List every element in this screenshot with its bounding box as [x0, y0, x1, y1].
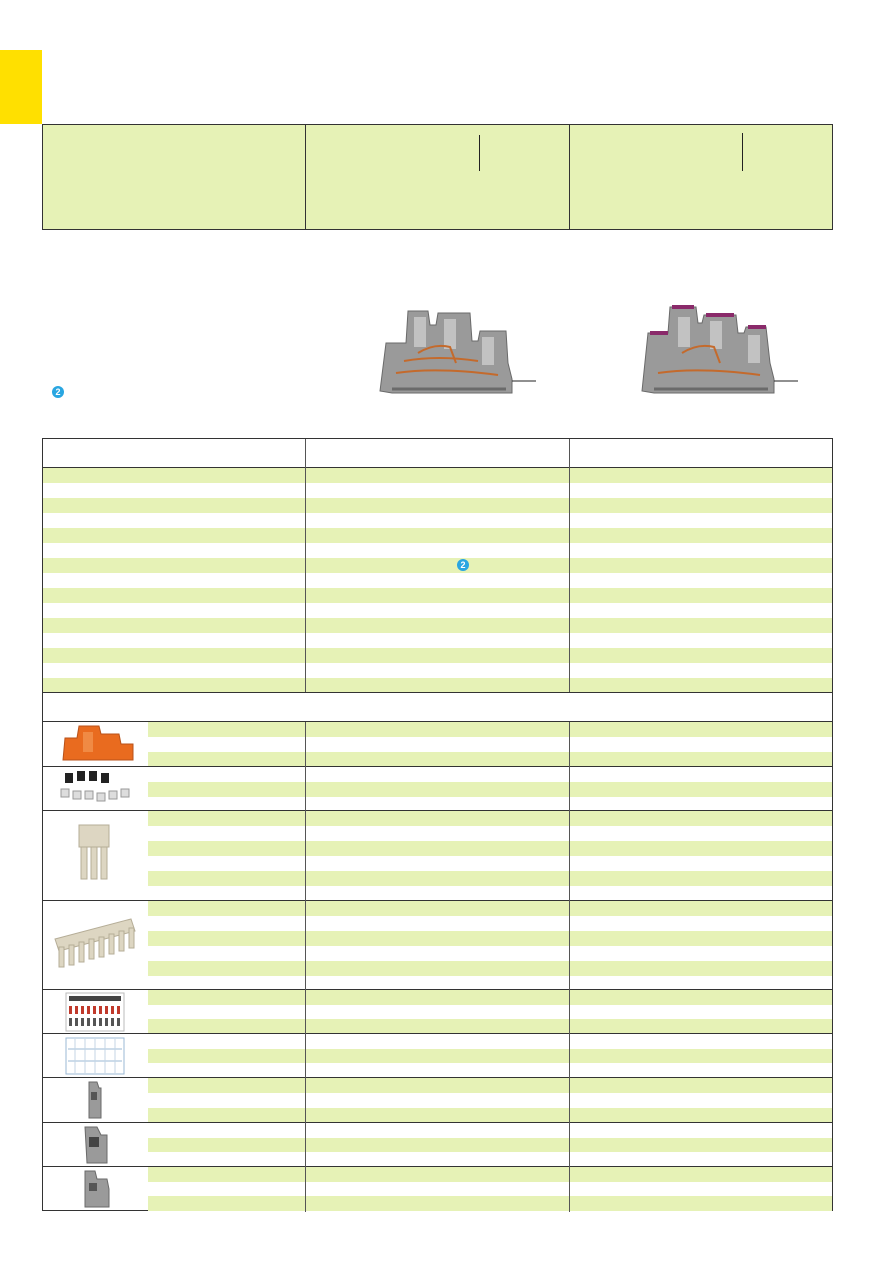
product-image-2 — [640, 303, 806, 399]
header-divider — [305, 125, 306, 229]
multi-way-comb-jumper-icon — [53, 917, 137, 971]
technical-data-table — [42, 438, 833, 1211]
table-row — [148, 886, 832, 901]
orange-end-plate-icon — [59, 724, 137, 762]
accessories-heading-border — [43, 692, 832, 693]
table-row — [148, 782, 832, 797]
table-row — [43, 468, 832, 483]
header-block — [42, 124, 833, 230]
header-divider — [569, 125, 570, 229]
table-row — [148, 990, 832, 1005]
black-and-white-jumper-screws-icon — [55, 769, 139, 807]
column-divider — [569, 722, 570, 1212]
table-row — [148, 1063, 832, 1078]
table-row — [43, 543, 832, 558]
table-row — [148, 1005, 832, 1020]
column-divider — [305, 722, 306, 1212]
table-row — [148, 767, 832, 782]
column-divider — [305, 439, 306, 692]
table-row — [148, 811, 832, 826]
table-row — [148, 916, 832, 931]
table-row — [148, 961, 832, 976]
table-row — [43, 603, 832, 618]
table-row — [148, 1152, 832, 1167]
table-row — [43, 618, 832, 633]
table-row — [43, 678, 832, 693]
table-row — [148, 1138, 832, 1153]
table-row — [148, 1123, 832, 1138]
table-row — [148, 722, 832, 737]
table-row — [43, 513, 832, 528]
table-row — [148, 1182, 832, 1197]
table-row — [148, 1093, 832, 1108]
table-row — [148, 1078, 832, 1093]
test-plug-wide-icon — [79, 1169, 113, 1209]
table-row — [148, 1167, 832, 1182]
info-marker-icon: 2 — [457, 559, 469, 571]
table-row — [148, 737, 832, 752]
header-tick — [742, 133, 743, 171]
column-divider — [569, 439, 570, 692]
marker-card-strip-icon — [65, 992, 125, 1032]
table-row — [148, 931, 832, 946]
table-row — [43, 558, 832, 573]
header-tick — [479, 135, 480, 171]
three-way-comb-jumper-icon — [77, 823, 111, 881]
table-row — [148, 871, 832, 886]
table-row — [43, 663, 832, 678]
table-row — [148, 946, 832, 961]
blank-marker-card-icon — [65, 1037, 125, 1075]
test-plug-slim-icon — [83, 1080, 107, 1120]
table-row — [43, 633, 832, 648]
table-row — [148, 856, 832, 871]
test-plug-with-cover-icon — [79, 1125, 111, 1165]
table-row — [43, 528, 832, 543]
table-row — [43, 573, 832, 588]
table-row — [148, 752, 832, 767]
table-row — [43, 498, 832, 513]
table-row — [148, 1034, 832, 1049]
section-tab — [0, 50, 42, 124]
table-row — [148, 1019, 832, 1034]
table-row — [148, 1108, 832, 1123]
table-row — [43, 648, 832, 663]
product-image-1 — [378, 303, 544, 399]
table-row — [148, 1049, 832, 1064]
table-row — [43, 588, 832, 603]
table-row — [148, 826, 832, 841]
info-marker-icon: 2 — [52, 386, 64, 398]
table-row — [148, 841, 832, 856]
table-row — [148, 1196, 832, 1211]
table-row — [148, 901, 832, 916]
table-row — [43, 483, 832, 498]
